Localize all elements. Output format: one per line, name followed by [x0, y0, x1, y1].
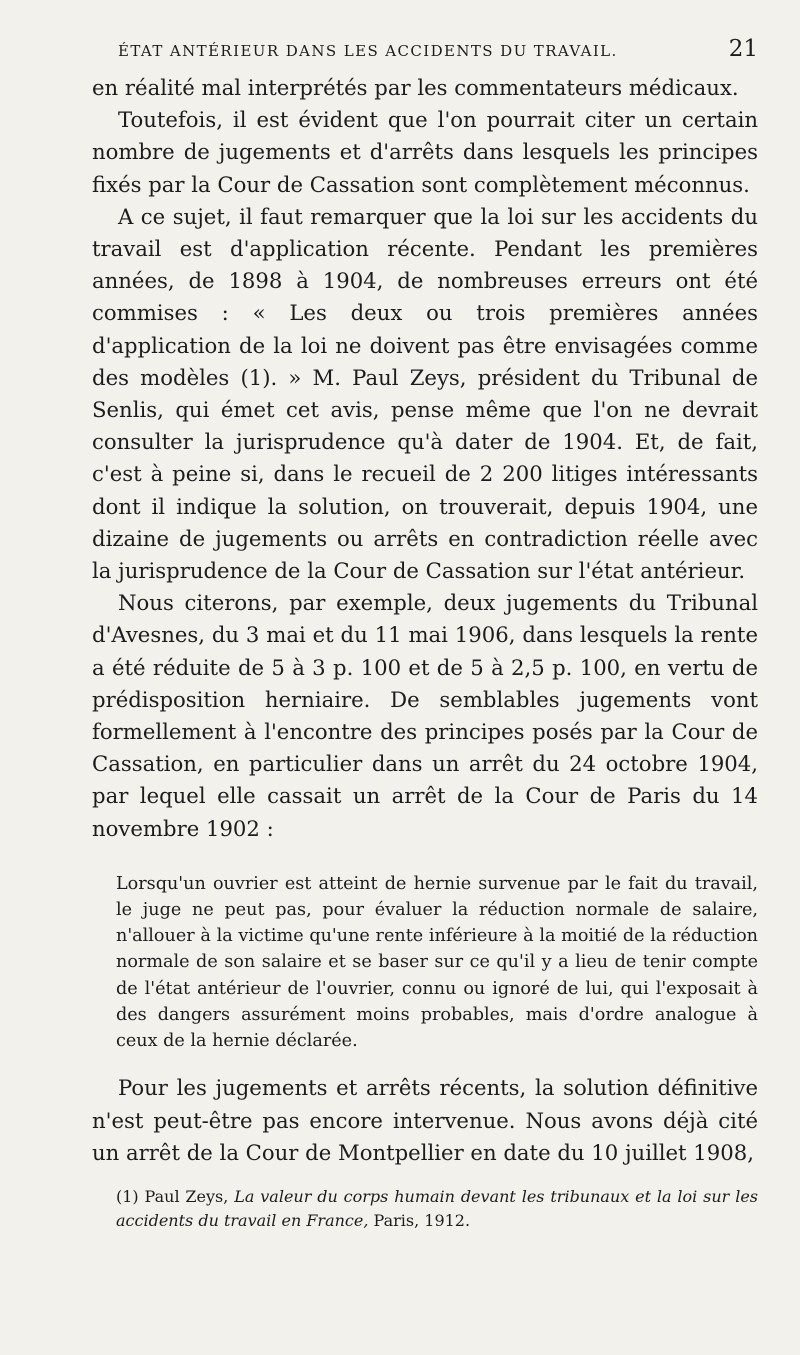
- footnote-title: La valeur du corps humain devant les tribunaux et la loi sur les accidents du travail en France,: [116, 1186, 758, 1230]
- footnote: [116, 1185, 758, 1233]
- main-text: [92, 72, 758, 845]
- paragraph: Nous citerons, par exemple, deux jugements du Tribunal d'Avesnes, du 3 mai et du 11 mai 1906, dans lesquels la rente a été réduite de 5 à 3 p. 100 et de 5 à 2,5 p. 100, en vertu de prédisposition herniaire. De semblables jugements vont formellement à l'encontre des principes posés par la Cour de Cassation, en particulier dans un arrêt du 24 octobre 1904, par lequel elle cassait un arrêt de la Cour de Paris du 14 novembre 1902 :: [92, 590, 758, 841]
- footnote-author: Paul Zeys,: [144, 1186, 229, 1206]
- paragraph: Pour les jugements et arrêts récents, la solution définitive n'est peut-être pas encore intervenue. Nous avons déjà cité un arrêt de la Cour de Montpellier en date du 10 juillet 1908,: [92, 1075, 758, 1165]
- paragraph-continued: en réalité mal interprétés par les commentateurs médicaux.: [92, 75, 739, 100]
- paragraph: A ce sujet, il faut remarquer que la loi sur les accidents du travail est d'application récente. Pendant les premières années, de 1898 à 1904, de nombreuses erreurs ont été commises : « Les deux ou trois premières années d'application de la loi ne doivent pas être envisagées comme des modèles (1). » M. Paul Zeys, président du Tribunal de Senlis, qui émet cet avis, pense même que l'on ne devrait consulter la jurisprudence qu'à dater de 1904. Et, de fait, c'est à peine si, dans le recueil de 2 200 litiges intéressants dont il indique la solution, on trouverait, depuis 1904, une dizaine de jugements ou arrêts en contradiction réelle avec la jurisprudence de la Cour de Cassation sur l'état antérieur.: [92, 203, 758, 584]
- paragraph: Toutefois, il est évident que l'on pourrait citer un certain nombre de jugements et d'arrêts dans lesquels les principes fixés par la Cour de Cassation sont complètement méconnus.: [92, 107, 758, 197]
- page-number: 21: [728, 36, 758, 62]
- footnote-marker: (1): [116, 1186, 139, 1206]
- main-text-continued: [92, 1072, 758, 1169]
- court-ruling-quote: Lorsqu'un ouvrier est atteint de hernie survenue par le fait du travail, le juge ne peut pas, pour évaluer la réduction normale de salaire, n'allouer à la victime qu'une rente inférieure à la moitié de la réduction normale de son salaire et se baser sur ce qu'il y a lieu de tenir compte de l'état antérieur de l'ouvrier, connu ou ignoré de lui, qui l'exposait à des dangers assurément moins probables, mais d'ordre analogue à ceux de la hernie déclarée.: [116, 873, 758, 1052]
- running-head: [92, 34, 758, 72]
- footnote-publication: Paris, 1912.: [373, 1210, 471, 1230]
- running-title: ÉTAT ANTÉRIEUR DANS LES ACCIDENTS DU TRAVAIL.: [118, 42, 618, 60]
